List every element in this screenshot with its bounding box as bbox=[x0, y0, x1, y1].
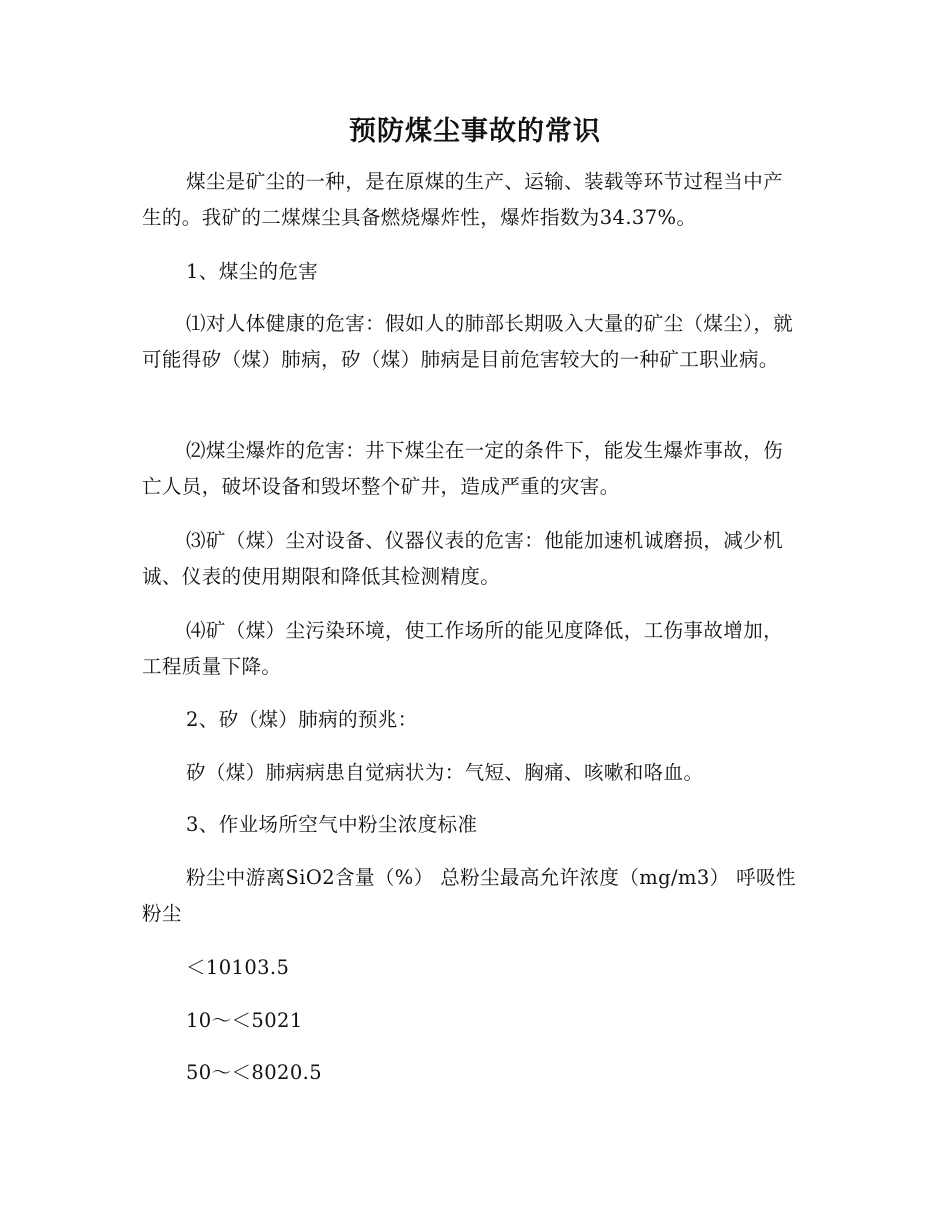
paragraph-explosion-hazard: ⑵煤尘爆炸的危害：井下煤尘在一定的条件下，能发生爆炸事故，伤亡人员，破坏设备和毁坏整个矿井，造成严重的灾害。 bbox=[142, 439, 784, 498]
paragraph-equipment-hazard: ⑶矿（煤）尘对设备、仪器仪表的危害：他能加速机诚磨损，减少机诚、仪表的使用期限和降低其检测精度。 bbox=[142, 529, 784, 588]
table-row-2: 10～＜5021 bbox=[186, 1009, 303, 1032]
table-row-1: ＜10103.5 bbox=[186, 956, 290, 979]
table-row-3: 50～＜8020.5 bbox=[186, 1061, 323, 1084]
table-header-line: 粉尘中游离SiO2含量（%） 总粉尘最高允许浓度（mg/m3） 呼吸性粉尘 bbox=[142, 866, 796, 925]
section-heading-concentration-standard: 3、作业场所空气中粉尘浓度标准 bbox=[186, 813, 478, 836]
paragraph-symptoms: 矽（煤）肺病病患自觉病状为：气短、胸痛、咳嗽和咯血。 bbox=[186, 761, 704, 784]
section-heading-symptoms: 2、矽（煤）肺病的预兆： bbox=[186, 708, 418, 731]
section-heading-hazards: 1、煤尘的危害 bbox=[186, 260, 319, 283]
paragraph-environment-hazard: ⑷矿（煤）尘污染环境，使工作场所的能见度降低，工伤事故增加，工程质量下降。 bbox=[142, 619, 784, 678]
paragraph-coal-dust-intro: 煤尘是矿尘的一种，是在原煤的生产、运输、装载等环节过程当中产生的。我矿的二煤煤尘具备燃烧爆炸性，爆炸指数为34.37%。 bbox=[142, 170, 784, 229]
paragraph-health-hazard: ⑴对人体健康的危害：假如人的肺部长期吸入大量的矿尘（煤尘），就可能得矽（煤）肺病，矽（煤）肺病是目前危害较大的一种矿工职业病。 bbox=[142, 312, 794, 371]
document-title: 预防煤尘事故的常识 bbox=[349, 116, 601, 147]
